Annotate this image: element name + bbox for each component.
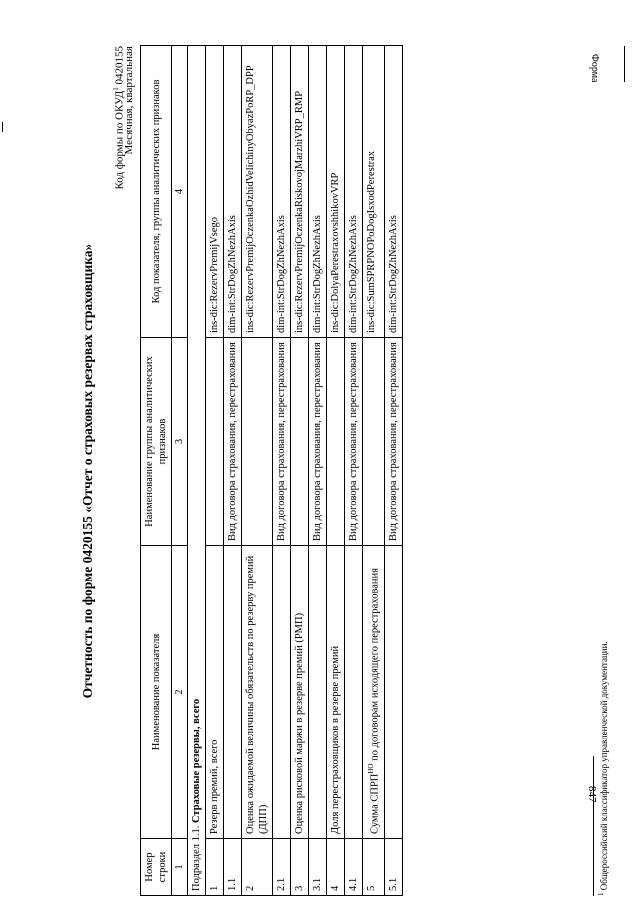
footnote-separator (593, 756, 594, 896)
group-name (363, 338, 385, 546)
indicator-code: dim-int:StrDogZhNezhAxis (273, 46, 291, 338)
indicator-name (309, 546, 327, 839)
indicator-name-text: Сумма СПРП (369, 773, 381, 834)
table-row (384, 46, 402, 896)
row-num: 4 (327, 839, 345, 896)
indicator-code: dim-int:StrDogZhNezhAxis (224, 46, 242, 338)
group-name: Вид договора страхования, перестрахования (273, 338, 291, 546)
table-row (224, 46, 242, 896)
column-number-row (172, 46, 188, 896)
col-header-indicator: Наименование показателя (141, 546, 172, 839)
form-code-footnote-ref: 1 (112, 87, 120, 91)
indicator-name: Доля перестраховщиков в резерве премий (327, 546, 345, 839)
indicator-name (224, 546, 242, 839)
col-number: 2 (172, 546, 188, 839)
row-num: 5 (363, 839, 385, 896)
table-row (242, 46, 273, 896)
group-name (291, 338, 309, 546)
row-num: 2 (242, 839, 273, 896)
indicator-code: dim-int:StrDogZhNezhAxis (345, 46, 363, 338)
row-num: 1.1 (224, 839, 242, 896)
col-header-group-name: Наименование группы аналитических признаков (141, 338, 172, 546)
form-code-label: Код формы по ОКУД (113, 90, 126, 190)
crop-mark-left (2, 122, 3, 132)
group-name (206, 338, 224, 546)
row-num: 5.1 (384, 839, 402, 896)
table-row (291, 46, 309, 896)
indicator-code: ins-dic:DolyaPerestraxovshhikovVRP (327, 46, 345, 338)
indicators-table (140, 45, 403, 896)
indicator-code: dim-int:StrDogZhNezhAxis (384, 46, 402, 338)
indicator-name (345, 546, 363, 839)
row-num: 1 (206, 839, 224, 896)
col-header-code: Код показателя, группы аналитических признаков (141, 46, 172, 338)
document-title: Отчетность по форме 0420155 «Отчет о страховых резервах страховщика» (80, 243, 95, 699)
indicator-code: ins-dic:RezervPremijOczenkaRiskovojMarzhiVRP_RMP (291, 46, 309, 338)
indicator-name (273, 546, 291, 839)
footnote (597, 641, 609, 896)
group-name (327, 338, 345, 546)
subsection-title: Страховые резервы, всего (191, 698, 202, 824)
indicator-name-text: по договорам исходящего перестрахования (369, 568, 381, 764)
table-row (327, 46, 345, 896)
row-num: 2.1 (273, 839, 291, 896)
indicator-name (363, 546, 385, 839)
subsection-heading (188, 46, 206, 896)
form-code-value: 0420155 (113, 46, 126, 85)
indicator-name-superscript: НО (367, 763, 375, 774)
row-num: 3.1 (309, 839, 327, 896)
footnote-marker: 1 (597, 892, 605, 896)
col-header-row-num: Номер строки (141, 839, 172, 896)
indicator-name: Оценка рисковой маржи в резерве премий (РМП) (291, 546, 309, 839)
footnote-text: Общероссийский классификатор управленческой документации. (599, 641, 609, 893)
indicator-code: ins-dic:RezervPremijOczenkaOzhidVelichinyObyazPoRP_DPP (242, 46, 273, 338)
subsection-row (188, 46, 206, 896)
table-row (273, 46, 291, 896)
table-row (363, 46, 385, 896)
group-name: Вид договора страхования, перестрахования (345, 338, 363, 546)
subsection-prefix: Подраздел 1.1. (191, 823, 202, 891)
col-number: 4 (172, 46, 188, 338)
row-num: 3 (291, 839, 309, 896)
table-row (345, 46, 363, 896)
group-name: Вид договора страхования, перестрахования (384, 338, 402, 546)
table-row (206, 46, 224, 896)
indicator-code: ins-dic:RezervPremijVsego (206, 46, 224, 338)
rotated-page-content (78, 46, 634, 896)
indicator-code: ins-dic:SumSPRPNOPoDogIsxodPerestrax (363, 46, 385, 338)
group-name: Вид договора страхования, перестрахования (309, 338, 327, 546)
periodicity: Месячная, квартальная (123, 46, 135, 155)
indicator-name: Резерв премий, всего (206, 546, 224, 839)
group-name: Вид договора страхования, перестрахования (224, 338, 242, 546)
group-name (242, 338, 273, 546)
row-num: 4.1 (345, 839, 363, 896)
page-number: 847 (586, 786, 598, 803)
indicator-name (384, 546, 402, 839)
indicator-code: dim-int:StrDogZhNezhAxis (309, 46, 327, 338)
indicator-name: Оценка ожидаемой величины обязательств по резерву премий (ДПП) (242, 546, 273, 839)
table-row (309, 46, 327, 896)
forma-label: Форма (589, 54, 600, 83)
col-number: 3 (172, 338, 188, 546)
col-number: 1 (172, 839, 188, 896)
table-header-row (141, 46, 172, 896)
